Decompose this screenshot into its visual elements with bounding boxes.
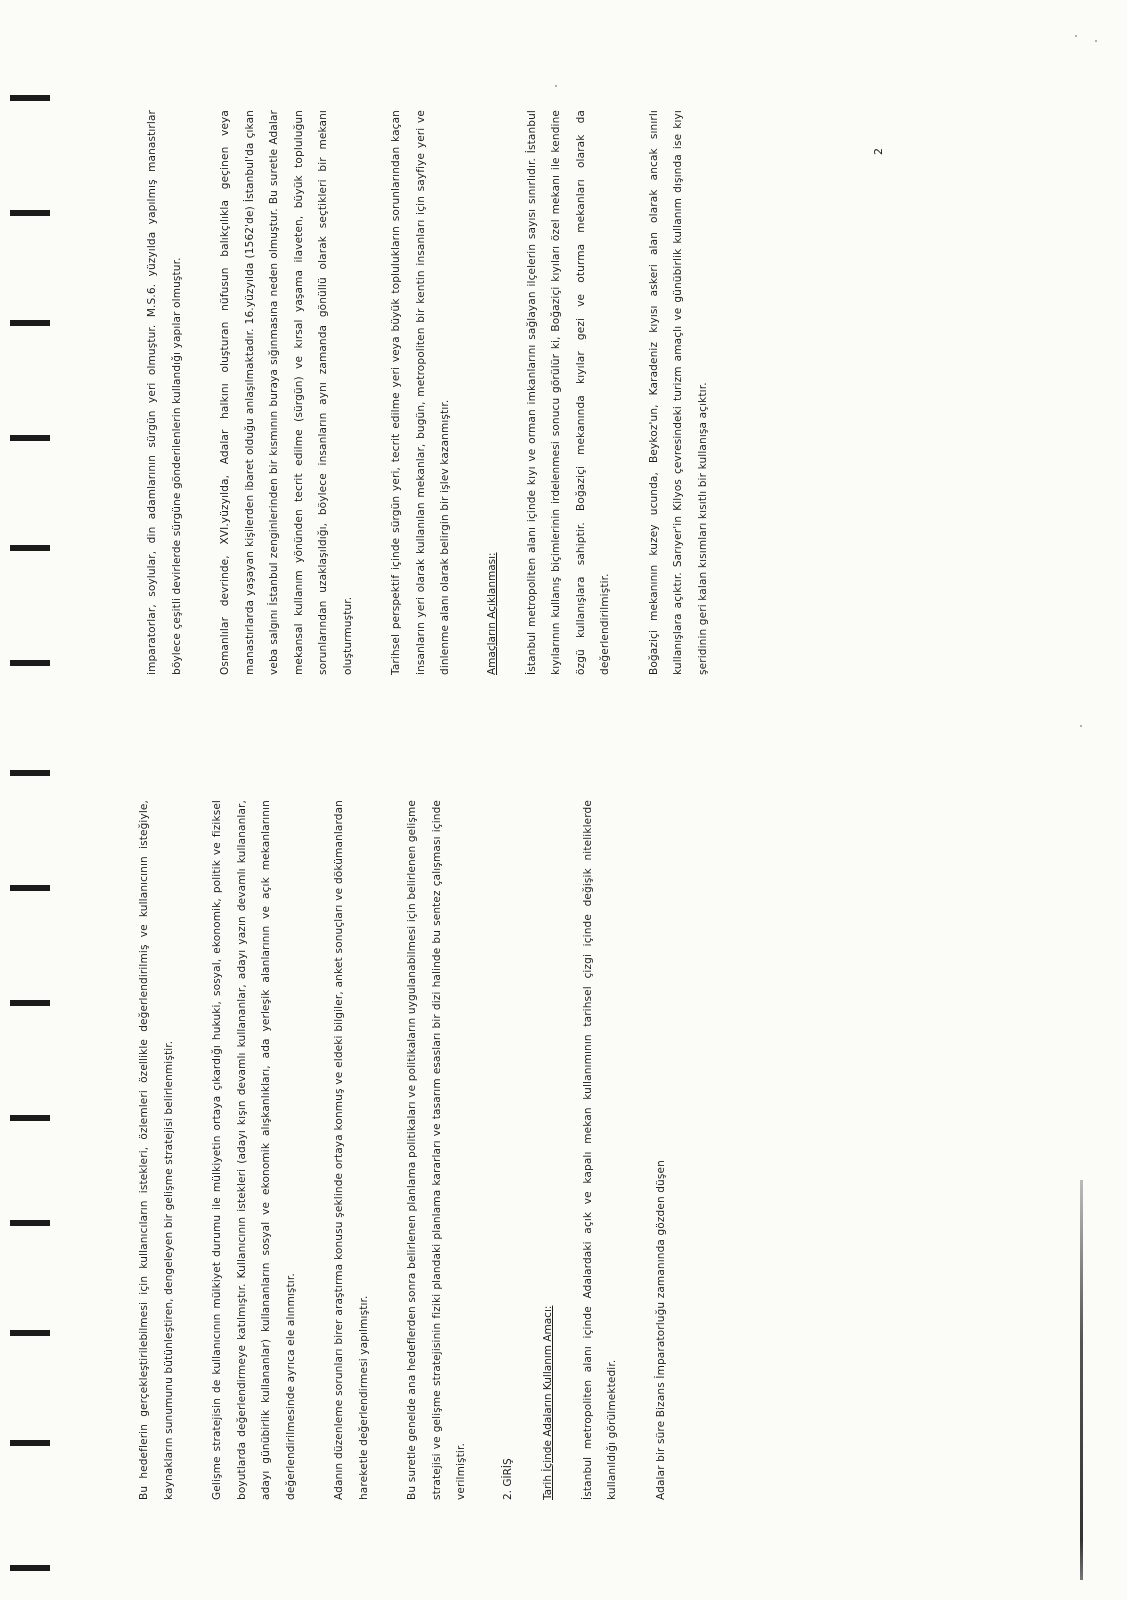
- binding-mark: [10, 1440, 50, 1446]
- scan-speck: [1075, 35, 1077, 37]
- binding-mark: [10, 1330, 50, 1336]
- subsection-heading: Tarih İçinde Adaların Kullanım Amacı:: [541, 1305, 554, 1500]
- paragraph: Boğaziçi mekanının kuzey ucunda, Beykoz'un, Karadeniz kıyısı askeri alan olarak ancak sınırlı kullanışlara açıktır. Sarıyer'in Kilyos çevresindeki turizm amaçlı ve günübirlik kullanım dışında ise kıyı şeridinin geri kalan kısımları kısıtlı bir kullanışa açıktır.: [647, 110, 709, 675]
- left-column: [0, 800, 1127, 1500]
- paragraph: Bu suretle genelde ana hedeflerden sonra belirlenen planlama politikaları ve politikaların uygulanabilmesi için belirlenen gelişme stratejisi ve gelişme stratejisinin fiziki plandaki planlama kararları ve tasarım esasları bir dizi halinde bu sentez çalışması içinde verilmiştir.: [406, 800, 467, 1500]
- binding-mark: [10, 1000, 50, 1006]
- binding-mark: [10, 435, 50, 441]
- binding-mark: [10, 95, 50, 101]
- paragraph: imparatorlar, soylular, din adamlarının sürgün yeri olmuştur. M.S.6. yüzyılda yapılmış manastırlar böylece çeşitli devirlerde sürgüne gönderilenlerin kullandığı yapılar olmuştur.: [146, 110, 183, 675]
- paragraph: Adanın düzenleme sorunları birer araştırma konusu şeklinde ortaya konmuş ve eldeki bilgiler, anket sonuçları ve dökümanlardan hareketle değerlendirmesi yapılmıştır.: [333, 800, 370, 1500]
- paragraph: Tarihsel perspektif içinde sürgün yeri, tecrit edilme yeri veya büyük toplulukların sorunlarından kaçan insanların yeri olarak kullanılan mekanlar, bugün, metropoliten bir kentin insanları için sayfiye yeri ve dinlenme alanı olarak belirgin bir işlev kazanmıştır.: [390, 110, 451, 675]
- paragraph: Gelişme stratejisin de kullanıcının mülkiyet durumu ile mülkiyetin ortaya çıkardığı hukuki, sosyal, ekonomik, politik ve fiziksel boyutlarda değerlendirmeye katılmıştır. Kullanıcının istekleri (adayı kışın devamlı kullananlar, adayı yazın devamlı kullananlar, adayı günübirlik kullananlar) kullananların sosyal ve ekonomik alışkanlıkları, ada yerleşik alanlarının ve açık mekanlarının değerlendirilmesinde ayrıca ele alınmıştır.: [211, 800, 297, 1500]
- scan-speck: [1095, 40, 1097, 42]
- binding-mark: [10, 210, 50, 216]
- paragraph: İstanbul metropoliten alanı içinde Adalardaki açık ve kapalı mekan kullanımının tarihsel çizgi içinde değişik niteliklerde kullanıldığı görülmektedir.: [581, 800, 618, 1500]
- section-heading: 2. GİRİŞ: [501, 1458, 514, 1500]
- binding-mark: [10, 1565, 50, 1571]
- page-number: 2: [872, 148, 885, 155]
- binding-mark: [10, 885, 50, 891]
- binding-mark: [10, 770, 50, 776]
- binding-mark: [10, 660, 50, 666]
- right-column: [0, 110, 1127, 675]
- binding-mark: [10, 545, 50, 551]
- binding-mark: [10, 1220, 50, 1226]
- paragraph: Bu hedeflerin gerçekleştirilebilmesi için kullanıcıların istekleri, özlemleri özellikle değerlendirilmiş ve kullanıcının isteğiyle, kaynakların sunumunu bütünleştiren, dengeleyen bir gelişme stratejisi belirlenmiştir.: [138, 800, 175, 1500]
- binding-edge: [1080, 1180, 1083, 1580]
- paragraph: İstanbul metropoliten alanı içinde kıyı ve orman imkanlarını sağlayan ilçelerin sayısı sınırlıdır. İstanbul kıyılarının kullanış biçimlerinin irdelenmesi sonucu görülür ki, Boğaziçi kıyıları özel mekanı ile kendine özgü kullanışlara sahiptir. Boğaziçi mekanında kıyılar gezi ve oturma mekanları olarak da değerlendirilmiştir.: [525, 110, 611, 675]
- scan-speck: [555, 85, 557, 87]
- scan-speck: [1080, 725, 1082, 727]
- binding-mark: [10, 1115, 50, 1121]
- paragraph: Osmanlılar devrinde, XVI.yüzyılda, Adalar halkını oluşturan nüfusun balıkçılıkla geçinen veya manastırlarda yaşayan kişilerden ibaret olduğu anlaşılmaktadır. 16.yüzyılda (1562'de) İstanbul'da çıkan veba salgını İstanbul zenginlerinden bir kısmının buraya sığınmasına neden olmuştur. Bu suretle Adalar mekansal kullanım yönünden tecrit edilme (sürgün) ve kırsal yaşama ilaveten, büyük topluluğun sorunlarından uzaklaşıldığı, böylece insanların aynı zamanda gönüllü olarak seçtikleri bir mekanı oluşturmuştur.: [219, 110, 354, 675]
- paragraph: Adalar bir süre Bizans İmparatorluğu zamanında gözden düşen: [654, 1160, 667, 1500]
- subsection-heading: Amaçların Açıklanması:: [485, 552, 498, 675]
- binding-mark: [10, 320, 50, 326]
